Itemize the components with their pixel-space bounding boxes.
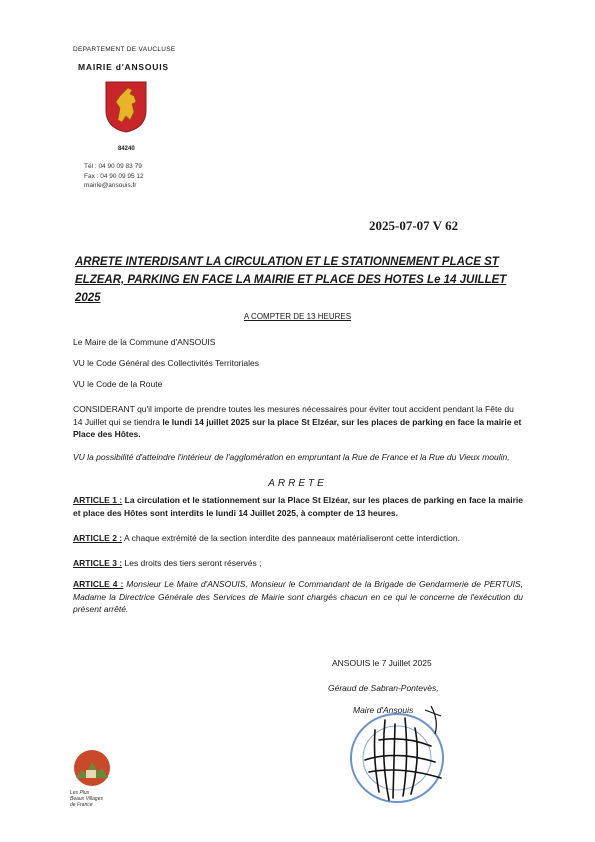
- article-3-label: ARTICLE 3 :: [73, 558, 123, 568]
- article-1-text-end: interdits le lundi 14 Juillet 2025, à compter de 13 heures.: [170, 507, 399, 518]
- vu-access-paragraph: VU la possibilité d'atteindre l'intérieur de l'agglomération en empruntant la Rue de France et la Rue du Vieux moulin,: [73, 452, 510, 462]
- effective-time: A COMPTER DE 13 HEURES: [243, 312, 352, 321]
- article-1-label: ARTICLE 1 :: [73, 495, 123, 505]
- logo-line-2: Beaux Villages: [70, 796, 103, 802]
- article-4-text: Monsieur Le Maire d'ANSOUIS, Monsieur le Commandant de la Brigade de Gendarmerie de PERTUIS, Madame la Directrice Générale des Services de Mairie sont chargés chacun en ce qui le concerne de l'exécution du présent arrêté.: [73, 579, 523, 614]
- article-3: [73, 557, 523, 570]
- considerant-text: CONSIDERANT qu'il importe de prendre toutes les mesures nécessaires pour éviter tout accident pendant la Fête du 14 Juillet qui se tiendra: [73, 404, 514, 427]
- article-2: [73, 532, 523, 545]
- contact-block: [84, 162, 144, 191]
- vu-code-route: VU le Code de la Route: [73, 379, 163, 389]
- article-2-label: ARTICLE 2 :: [73, 533, 123, 543]
- signatory-role: Maire d'Ansouis: [353, 705, 414, 715]
- signature-place-date: ANSOUIS le 7 Juillet 2025: [332, 658, 432, 668]
- vu-code-collectivites: VU le Code Général des Collectivités Territoriales: [73, 358, 259, 368]
- document-title: ARRETE INTERDISANT LA CIRCULATION ET LE STATIONNEMENT PLACE ST ELZEAR, PARKING EN FACE LA MAIRIE ET PLACE DES HOTES Le 14 JUILLET 2025: [75, 256, 507, 304]
- email-address: mairie@ansouis.fr: [84, 182, 137, 189]
- article-4-label: ARTICLE 4 :: [73, 579, 124, 589]
- article-1: [73, 494, 523, 519]
- coat-of-arms-icon: [104, 80, 148, 134]
- article-1-text: La circulation et le stationnement sur la Place St Elzéar, sur les places de parking en face la mairie et place des Hôtes sont: [73, 495, 523, 518]
- considerant-bold-text: le lundi 14 juillet 2025 sur la place St Elzéar, sur les places de parking en face la mairie et Place des Hôtes.: [73, 416, 522, 439]
- phone-number: Tél : 04 90 09 83 79: [84, 163, 142, 170]
- article-3-text: Les droits des tiers seront réservés ;: [122, 558, 262, 568]
- considerant-paragraph: [73, 403, 523, 441]
- logo-caption: [70, 790, 103, 808]
- official-stamp-signature: [345, 700, 465, 810]
- logo-line-3: de France: [70, 802, 93, 808]
- postcode: 84240: [118, 146, 135, 152]
- department-label: DEPARTEMENT DE VAUCLUSE: [73, 46, 176, 53]
- maire-line: Le Maire de la Commune d'ANSOUIS: [73, 337, 216, 347]
- mairie-name: MAIRIE d'ANSOUIS: [78, 62, 169, 72]
- fax-number: Fax : 04 90 09 95 12: [84, 172, 144, 180]
- arrete-heading: ARRETE: [268, 478, 327, 489]
- signatory-name: Géraud de Sabran-Pontevès,: [328, 683, 439, 693]
- plus-beaux-villages-logo: [70, 748, 114, 788]
- article-4: [73, 578, 523, 616]
- document-reference: 2025-07-07 V 62: [369, 218, 459, 233]
- article-2-text: A chaque extrémité de la section interdite des panneaux matérialiseront cette interdiction.: [122, 533, 460, 543]
- logo-line-1: Les Plus: [70, 790, 90, 796]
